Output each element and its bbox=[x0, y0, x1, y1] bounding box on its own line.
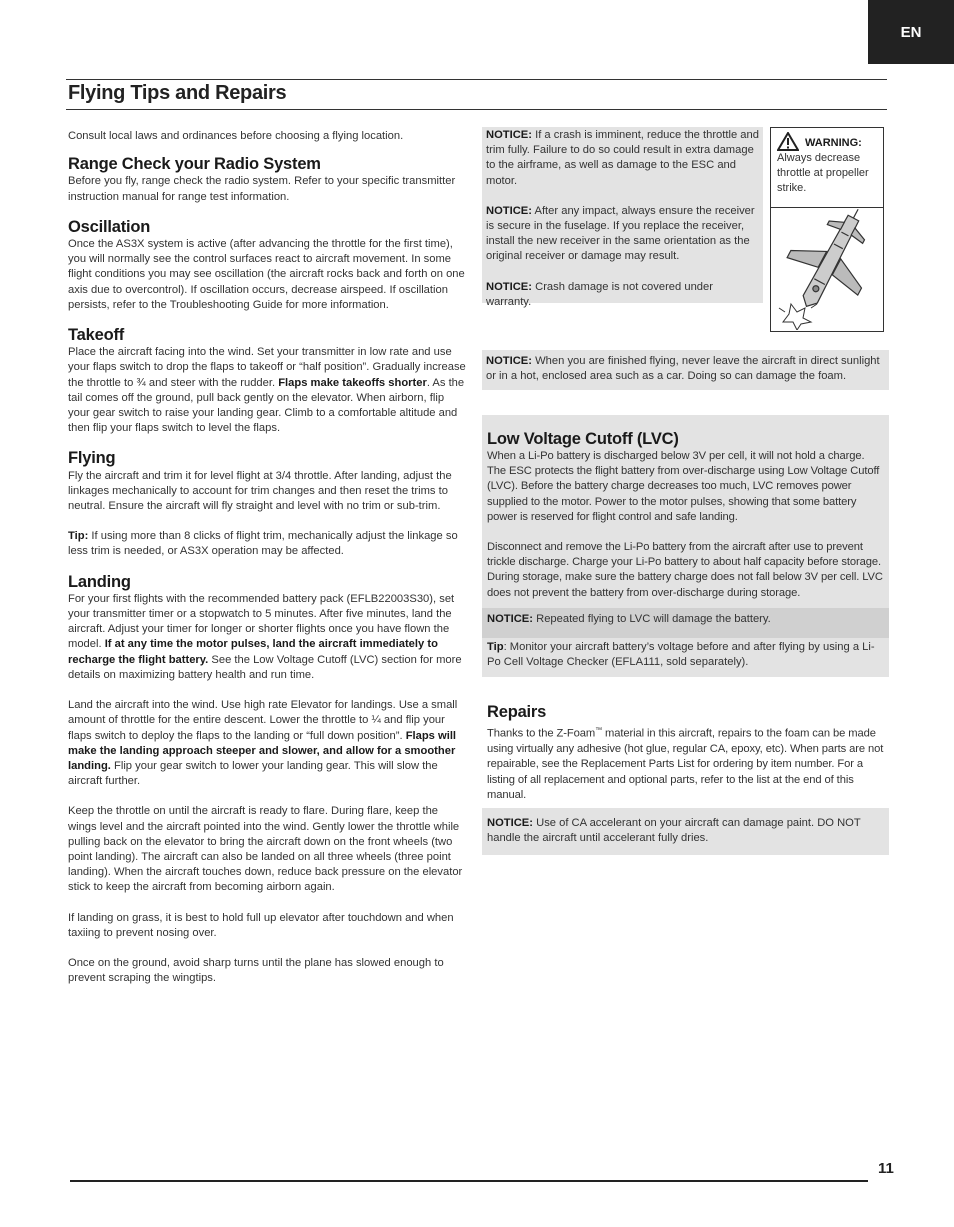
warning-text: Always decrease throttle at propeller strike. bbox=[777, 152, 869, 194]
takeoff-text: Place the aircraft facing into the wind. Set your transmitter in low rate and use your flaps switch to drop the flaps to takeoff or “half position”. Gradually increase the throttle to ¾ and steer with the rudder. Flaps make takeoffs shorter. As the tail comes off the ground, pull back gently on the elevator. When airborn, flip your gear switch to raise your landing gear. Climb to a comfortable altitude and then flip your flaps switch to level the flaps. bbox=[68, 346, 466, 435]
warning-box bbox=[770, 127, 884, 332]
landing-text-3: Keep the throttle on until the aircraft is ready to flare. During flare, keep the wings level and the aircraft pointed into the wind. Gently lower the throttle while pulling back on the elevator to bring the aircraft down on the front wheels (two point landing). The aircraft can also be landed on all three wheels (three point landing). When the aircraft touches down, reduce back pressure on the elevator stick to keep the aircraft from becoming airborn again. bbox=[68, 805, 463, 894]
language-tab: EN bbox=[868, 0, 954, 64]
landing-text-1: For your first flights with the recommended battery pack (EFLB22003S30), set your transmitter timer or a stopwatch to 5 minutes. After five minutes, land the aircraft. Adjust your timer for longer or shorter flights once you have flown the model. If at any time the motor pulses, land the aircraft immediately to recharge the flight battery. See the Low Voltage Cutoff (LVC) section for more details on maximizing battery health and run time. bbox=[68, 592, 462, 681]
oscillation-heading: Oscillation bbox=[68, 217, 151, 236]
flying-tip: Tip: If using more than 8 clicks of flight trim, mechanically adjust the linkage so less trim is needed, or AS3X operation may be affected. bbox=[68, 530, 458, 558]
warning-text-area bbox=[771, 128, 883, 208]
crash-notice-3: NOTICE: Crash damage is not covered under warranty. bbox=[486, 280, 713, 308]
page-title: Flying Tips and Repairs bbox=[68, 82, 287, 104]
crash-notice-box bbox=[482, 127, 763, 308]
sun-notice-box bbox=[482, 350, 889, 390]
warning-triangle-icon bbox=[777, 132, 799, 151]
repairs-section bbox=[487, 705, 887, 803]
lvc-notice: NOTICE: Repeated flying to LVC will damage the battery. bbox=[487, 612, 771, 625]
landing-text-2: Land the aircraft into the wind. Use high rate Elevator for landings. Use a small amount of throttle for the entire descent. Lower the throttle to ¼ and flip your flaps switch to deploy the flaps to the landing or “full down position”. Flaps will make the landing approach steeper and slower, and allow for a smoother landing. Flip your gear switch to lower your landing gear. This will slow the aircraft further. bbox=[68, 699, 458, 788]
left-column bbox=[68, 129, 468, 986]
title-bottom-rule bbox=[66, 109, 887, 110]
lvc-text-2: Disconnect and remove the Li-Po battery from the aircraft after use to prevent trickle discharge. Charge your Li-Po battery to about half capacity before storage. During storage, make sure the battery charge does not fall below 3V per cell. LVC does not prevent the battery from over-discharge during storage. bbox=[487, 541, 883, 599]
lvc-tip: Tip: Monitor your aircraft battery’s voltage before and after flying by using a Li-Po Cell Voltage Checker (EFLA111, sold separately). bbox=[487, 640, 875, 669]
page-number: 11 bbox=[878, 1160, 894, 1177]
landing-text-5: Once on the ground, avoid sharp turns until the plane has slowed enough to prevent scraping the wingtips. bbox=[68, 956, 444, 985]
footer-rule bbox=[70, 1180, 868, 1182]
lvc-notice-band bbox=[482, 608, 889, 638]
sun-notice: NOTICE: When you are finished flying, never leave the aircraft in direct sunlight or in a hot, enclosed area such as a car. Doing so can damage the foam. bbox=[486, 355, 880, 383]
repairs-notice-box bbox=[482, 808, 889, 855]
range-check-heading: Range Check your Radio System bbox=[68, 155, 321, 174]
lvc-text-1: When a Li-Po battery is discharged below 3V per cell, it will not hold a charge. The ESC protects the flight battery from over-discharge using Low Voltage Cutoff (LVC). Before the battery charge decreases too much, LVC removes power supplied to the motor. Power to the motor pulses, showing that some battery power is reserved for flight control and safe landing. bbox=[487, 450, 880, 523]
intro-text: Consult local laws and ordinances before choosing a flying location. bbox=[68, 130, 404, 142]
repairs-heading: Repairs bbox=[487, 703, 547, 721]
repairs-notice: NOTICE: Use of CA accelerant on your aircraft can damage paint. DO NOT handle the aircraft until accelerant fully dries. bbox=[487, 817, 861, 845]
crash-notice-1: NOTICE: If a crash is imminent, reduce the throttle and trim fully. Failure to do so could result in extra damage to the airframe, as well as damage to the ESC and motor. bbox=[486, 129, 759, 187]
repairs-text: Thanks to the Z-Foam™ material in this aircraft, repairs to the foam can be made using virtually any adhesive (hot glue, regular CA, epoxy, etc). When parts are not repairable, see the Replacement Parts List for ordering by item number. For a listing of all replacement and optional parts, refer to the list at the end of this manual. bbox=[487, 727, 884, 801]
takeoff-heading: Takeoff bbox=[68, 326, 125, 345]
flying-heading: Flying bbox=[68, 449, 116, 468]
title-top-rule bbox=[66, 79, 887, 80]
oscillation-text: Once the AS3X system is active (after advancing the throttle for the first time), you will normally see the control surfaces react to aircraft movement. In some flight conditions you may see oscillation (the aircraft rocks back and forth on one axis due to overcontrol). If oscillation occurs, decrease airspeed. If oscillation persists, refer to the Troubleshooting Guide for more information. bbox=[68, 238, 465, 311]
warning-label: WARNING: bbox=[805, 137, 862, 149]
lvc-heading: Low Voltage Cutoff (LVC) bbox=[487, 430, 679, 448]
flying-text: Fly the aircraft and trim it for level flight at 3/4 throttle. After landing, adjust the linkages mechanically to account for trim changes and then reset the trims to neutral. Ensure the aircraft will fly straight and level with no trim or sub-trim. bbox=[68, 469, 452, 513]
landing-heading: Landing bbox=[68, 572, 131, 591]
landing-text-4: If landing on grass, it is best to hold full up elevator after touchdown and when taxiing to prevent nosing over. bbox=[68, 911, 454, 939]
range-check-text: Before you fly, range check the radio system. Refer to your specific transmitter instruction manual for range test information. bbox=[68, 175, 456, 203]
crash-notice-2: NOTICE: After any impact, always ensure the receiver is secure in the fuselage. If you replace the receiver, install the new receiver in the same orientation as the original receiver or damage may result. bbox=[486, 204, 755, 263]
lvc-box bbox=[482, 415, 889, 677]
crashed-plane-illustration bbox=[771, 208, 882, 330]
